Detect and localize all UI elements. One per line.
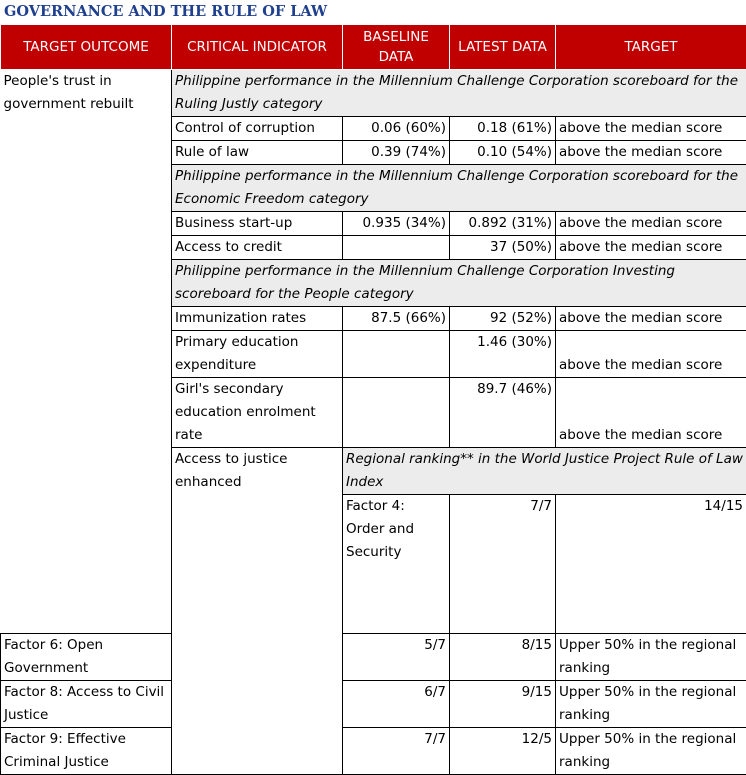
header-latest-data: LATEST DATA xyxy=(450,25,556,70)
latest-cell: 37 (50%) xyxy=(450,236,556,260)
target-cell: above the median score xyxy=(556,236,746,260)
indicator-cell: Primary education expenditure xyxy=(172,331,343,378)
latest-cell: 12/5 xyxy=(450,728,556,775)
baseline-cell: 0.39 (74%) xyxy=(343,141,450,165)
latest-cell: 9/15 xyxy=(450,681,556,728)
baseline-cell: 87.5 (66%) xyxy=(343,307,450,331)
baseline-cell xyxy=(343,236,450,260)
section-heading: Philippine performance in the Millennium Challenge Corporation scoreboard for the Economic Freedom category xyxy=(172,165,746,212)
indicator-cell: Rule of law xyxy=(172,141,343,165)
target-cell: above the median score xyxy=(556,117,746,141)
latest-cell: 14/15 xyxy=(556,495,746,634)
indicator-cell: Factor 4: Order and Security xyxy=(343,495,450,634)
header-baseline-data: BASELINE DATA xyxy=(343,25,450,70)
target-cell: above the median score xyxy=(556,212,746,236)
indicator-cell: Girl's secondary education enrolment rate xyxy=(172,378,343,448)
latest-cell: 92 (52%) xyxy=(450,307,556,331)
indicator-cell: Factor 9: Effective Criminal Justice xyxy=(1,728,172,775)
header-target: TARGET xyxy=(556,25,746,70)
latest-cell: 8/15 xyxy=(450,634,556,681)
outcome-cell: Access to justice enhanced xyxy=(172,448,343,775)
target-cell: Upper 50% in the regional ranking xyxy=(556,634,746,681)
section-heading: Regional ranking** in the World Justice Project Rule of Law Index xyxy=(343,448,746,495)
section-heading: Philippine performance in the Millennium Challenge Corporation scoreboard for the Ruling Justly category xyxy=(172,70,746,117)
indicator-cell: Access to credit xyxy=(172,236,343,260)
latest-cell: 89.7 (46%) xyxy=(450,378,556,448)
header-target-outcome: TARGET OUTCOME xyxy=(1,25,172,70)
baseline-cell: 5/7 xyxy=(343,634,450,681)
target-cell: above the median score xyxy=(556,141,746,165)
baseline-cell: 0.06 (60%) xyxy=(343,117,450,141)
target-cell: above the median score xyxy=(556,331,746,378)
baseline-cell: 0.935 (34%) xyxy=(343,212,450,236)
indicator-cell: Factor 8: Access to Civil Justice xyxy=(1,681,172,728)
latest-cell: 0.18 (61%) xyxy=(450,117,556,141)
latest-cell: 0.892 (31%) xyxy=(450,212,556,236)
governance-table xyxy=(0,25,746,775)
indicator-cell: Control of corruption xyxy=(172,117,343,141)
page-title: GOVERNANCE AND THE RULE OF LAW xyxy=(4,3,327,20)
header-row xyxy=(1,25,746,70)
baseline-cell: 7/7 xyxy=(450,495,556,634)
baseline-cell xyxy=(343,378,450,448)
table-row xyxy=(1,634,746,681)
baseline-cell xyxy=(343,331,450,378)
outcome-cell: People's trust in government rebuilt xyxy=(1,70,172,634)
latest-cell: 1.46 (30%) xyxy=(450,331,556,378)
target-cell: Upper 50% in the regional ranking xyxy=(556,728,746,775)
section-heading: Philippine performance in the Millennium Challenge Corporation Investing scoreboard for the People category xyxy=(172,260,746,307)
header-critical-indicator: CRITICAL INDICATOR xyxy=(172,25,343,70)
baseline-cell: 6/7 xyxy=(343,681,450,728)
indicator-cell: Business start-up xyxy=(172,212,343,236)
table-row xyxy=(1,728,746,775)
table-row xyxy=(1,681,746,728)
baseline-cell: 7/7 xyxy=(343,728,450,775)
section-row xyxy=(1,70,746,117)
indicator-cell: Factor 6: Open Government xyxy=(1,634,172,681)
target-cell: above the median score xyxy=(556,378,746,448)
target-cell: above the median score xyxy=(556,307,746,331)
indicator-cell: Immunization rates xyxy=(172,307,343,331)
latest-cell: 0.10 (54%) xyxy=(450,141,556,165)
target-cell: Upper 50% in the regional ranking xyxy=(556,681,746,728)
